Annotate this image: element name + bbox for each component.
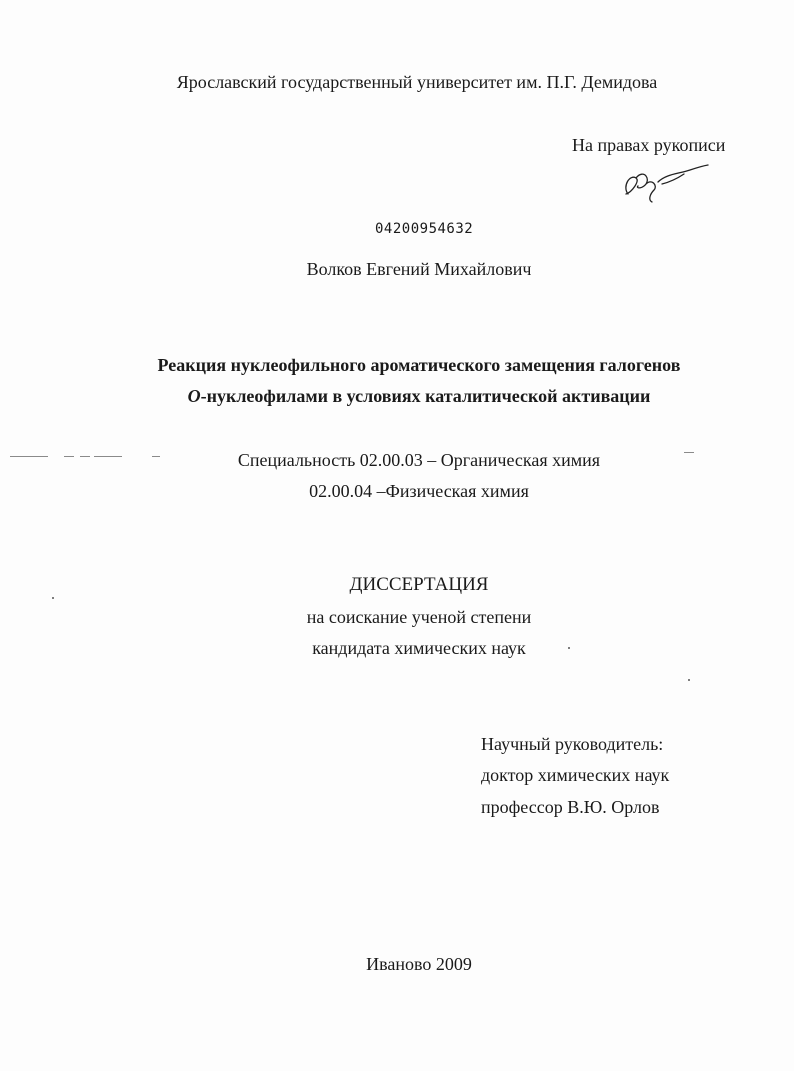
scan-speck: [568, 647, 570, 649]
specialty-line-1: Специальность 02.00.03 – Органическая химия: [237, 450, 601, 470]
dissertation-title-line-2: [0, 385, 794, 407]
supervisor-degree: доктор химических наук: [481, 765, 670, 785]
scan-artifact: [80, 456, 90, 457]
title-line-2-rest: -нуклеофилами в условиях каталитической активации: [200, 386, 651, 406]
scan-speck: [52, 597, 54, 599]
scan-artifact: [64, 456, 74, 457]
degree-line-1: на соискание ученой степени: [306, 607, 532, 627]
scan-speck: [688, 679, 690, 681]
title-o-letter: O: [187, 386, 201, 406]
degree-line-2: кандидата химических наук: [312, 638, 526, 658]
work-type: ДИССЕРТАЦИЯ: [349, 574, 489, 595]
dissertation-title-line-1: Реакция нуклеофильного ароматического замещения галогенов: [157, 355, 681, 375]
rights-note: На правах рукописи: [572, 135, 726, 155]
university-name: Ярославский государственный университет им. П.Г. Демидова: [176, 72, 658, 92]
city-year: Иваново 2009: [366, 954, 472, 974]
specialty-line-2: 02.00.04 –Физическая химия: [309, 481, 529, 501]
author-name: Волков Евгений Михайлович: [306, 259, 532, 279]
scan-artifact: [94, 456, 122, 457]
scan-artifact: [152, 456, 160, 457]
document-code: 04200954632: [375, 221, 474, 237]
scan-artifact: [684, 452, 694, 453]
handwritten-signature: [618, 164, 710, 204]
supervisor-name: профессор В.Ю. Орлов: [481, 797, 660, 817]
scan-artifact: [10, 456, 48, 457]
supervisor-label: Научный руководитель:: [481, 734, 664, 754]
